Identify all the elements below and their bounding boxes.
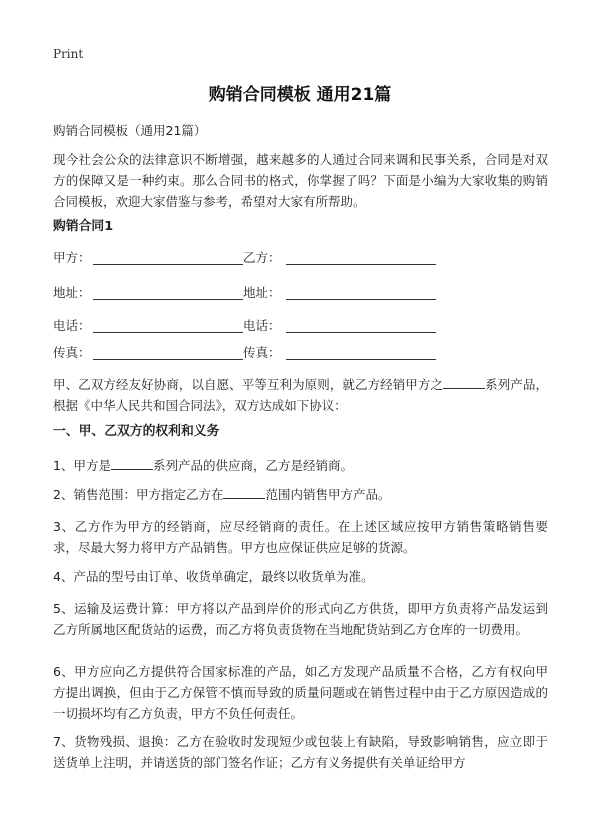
- clause-1: [53, 455, 548, 476]
- field-label-party-a: 甲方：: [53, 250, 91, 265]
- subtitle: 购销合同模板（通用21篇）: [53, 123, 207, 138]
- field-row: [53, 343, 548, 363]
- fill-line: [286, 332, 436, 333]
- contract-heading: 购销合同1: [53, 219, 114, 234]
- clause-2-before: 2、销售范围：甲方指定乙方在: [53, 487, 224, 502]
- field-row: [53, 248, 548, 268]
- field-label-phone-a: 电话：: [53, 318, 91, 333]
- fill-line: [93, 332, 243, 333]
- field-label-fax-a: 传真：: [53, 345, 91, 360]
- preamble-paragraph: [53, 374, 548, 416]
- field-label-phone-b: 电话：: [243, 318, 281, 333]
- field-label-address-b: 地址：: [243, 285, 281, 300]
- clause-2: [53, 484, 548, 505]
- fill-line: [93, 264, 243, 265]
- fill-blank: [111, 457, 153, 470]
- section-heading: 一、甲、乙双方的权利和义务: [53, 424, 220, 439]
- field-label-address-a: 地址：: [53, 285, 91, 300]
- fill-line: [286, 264, 436, 265]
- clause-6: 6、甲方应向乙方提供符合国家标准的产品，如乙方发现产品质量不合格，乙方有权向甲方提出调换，但由于乙方保管不慎而导致的质量问题或在销售过程中由于乙方原因造成的一切损坏均有乙方负责，甲方不负任何责任。: [53, 664, 548, 721]
- field-label-fax-b: 传真：: [243, 345, 281, 360]
- field-row: [53, 316, 548, 336]
- clause-7: 7、货物残损、退换：乙方在验收时发现短少或包装上有缺陷，导致影响销售，应立即于送货单上注明，并请送货的部门签名作证；乙方有义务提供有关单证给甲方: [53, 734, 548, 770]
- clause-3: 3、乙方作为甲方的经销商，应尽经销商的责任。在上述区域应按甲方销售策略销售要求，尽最大努力将甲方产品销售。甲方也应保证供应足够的货源。: [53, 519, 548, 555]
- fill-line: [93, 359, 243, 360]
- fill-line: [93, 299, 243, 300]
- clause-1-after: 系列产品的供应商，乙方是经销商。: [152, 458, 353, 473]
- clause-1-before: 1、甲方是: [53, 458, 111, 473]
- page-title: 购销合同模板 通用21篇: [208, 85, 392, 105]
- print-label[interactable]: Print: [53, 47, 84, 61]
- fill-line: [286, 359, 436, 360]
- fill-blank: [223, 486, 265, 499]
- clause-4: 4、产品的型号由订单、收货单确定，最终以收货单为准。: [53, 569, 374, 584]
- field-label-party-b: 乙方：: [243, 250, 281, 265]
- intro-paragraph: 现今社会公众的法律意识不断增强，越来越多的人通过合同来调和民事关系，合同是对双方的保障又是一种约束。那么合同书的格式，你掌握了吗？下面是小编为大家收集的购销合同模板，欢迎大家借鉴与参考，希望对大家有所帮助。: [53, 152, 548, 209]
- fill-line: [286, 299, 436, 300]
- preamble-text-before: 甲、乙双方经友好协商，以自愿、平等互利为原则，就乙方经销甲方之: [53, 377, 444, 392]
- preamble-text-after: 系列产品，根据《中华人民共和国合同法》，双方达成如下协议：: [53, 377, 548, 413]
- field-row: [53, 283, 548, 303]
- clause-5: 5、运输及运费计算：甲方将以产品到岸价的形式向乙方供货，即甲方负责将产品发运到乙方所属地区配货站的运费，而乙方将负责货物在当地配货站到乙方仓库的一切费用。: [53, 601, 548, 637]
- fill-blank: [443, 376, 485, 389]
- clause-2-after: 范围内销售甲方产品。: [265, 487, 391, 502]
